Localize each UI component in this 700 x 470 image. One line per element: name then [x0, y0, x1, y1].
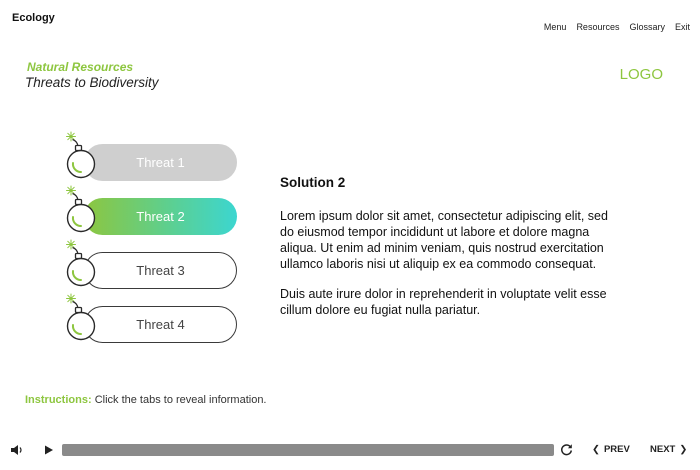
- top-nav: [544, 22, 690, 32]
- content-paragraph: Duis aute irure dolor in reprehenderit in voluptate velit esse cillum dolore eu fugiat nulla pariatur.: [280, 287, 607, 317]
- next-label: NEXT: [650, 444, 676, 455]
- tab-threat-2[interactable]: [64, 198, 240, 235]
- tab-label: Threat 1: [84, 144, 237, 181]
- course-subtitle: Natural Resources: [27, 60, 134, 74]
- player-controls: [0, 438, 700, 462]
- next-button[interactable]: [650, 444, 687, 455]
- replay-icon[interactable]: [560, 443, 573, 456]
- bomb-icon: [64, 292, 100, 344]
- play-icon[interactable]: [44, 445, 54, 455]
- volume-icon[interactable]: [10, 444, 23, 456]
- bomb-icon: [64, 130, 100, 182]
- progress-bar[interactable]: [62, 444, 554, 456]
- tab-threat-3[interactable]: [64, 252, 240, 289]
- tab-threat-1[interactable]: [64, 144, 240, 181]
- chevron-right-icon: ❯: [679, 444, 688, 455]
- tab-threat-4[interactable]: [64, 306, 240, 343]
- tab-label: Threat 2: [84, 198, 237, 235]
- tab-label: Threat 3: [84, 252, 237, 289]
- bomb-icon: [64, 184, 100, 236]
- instructions: [25, 394, 267, 406]
- app-title: Ecology: [12, 12, 55, 24]
- prev-button[interactable]: [592, 444, 630, 455]
- instructions-label: Instructions:: [25, 394, 92, 406]
- nav-glossary[interactable]: Glossary: [629, 22, 665, 32]
- prev-label: PREV: [603, 444, 630, 455]
- progress-fill: [62, 444, 554, 456]
- tab-label: Threat 4: [84, 306, 237, 343]
- chevron-left-icon: ❮: [592, 444, 600, 455]
- instructions-text: Click the tabs to reveal information.: [94, 394, 267, 406]
- bomb-icon: [64, 238, 100, 290]
- logo: LOGO: [619, 66, 663, 83]
- page-title: Threats to Biodiversity: [25, 75, 159, 90]
- nav-exit[interactable]: Exit: [674, 22, 690, 32]
- content-panel: [280, 175, 625, 332]
- nav-resources[interactable]: Resources: [576, 22, 620, 32]
- content-paragraph: Lorem ipsum dolor sit amet, consectetur adipiscing elit, sed do eiusmod tempor incididunt ut labore et dolore magna aliqua. Ut enim ad minim veniam, quis nostrud exercitation ullamco laboris nisi ut aliquip ex ea commodo consequat.: [280, 209, 608, 271]
- content-heading: Solution 2: [280, 175, 346, 190]
- nav-menu[interactable]: Menu: [543, 22, 567, 32]
